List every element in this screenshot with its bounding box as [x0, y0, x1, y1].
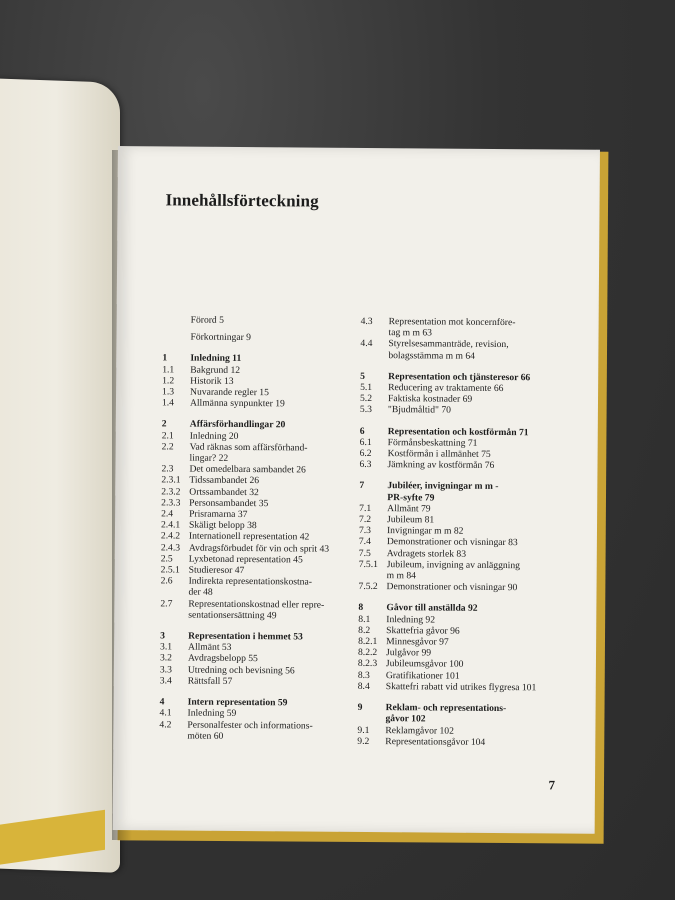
- toc-entry-text: Lyxbetonad representation 45: [188, 553, 303, 566]
- toc-entry-number: 3.1: [160, 641, 173, 653]
- toc-entry-text: Jämkning av kostförmån 76: [387, 459, 495, 472]
- toc-entry-number: 5.1: [360, 381, 373, 394]
- toc-entry-text: Inledning 92: [386, 613, 436, 626]
- toc-entry-number: [360, 350, 388, 361]
- toc-entry-number: 2.6: [160, 575, 173, 587]
- toc-entry: [160, 609, 380, 622]
- toc-entry-text: Representation och kostförmån 71: [387, 425, 529, 438]
- toc-entry-number: 3.2: [159, 652, 173, 664]
- toc-entry-number: [162, 332, 190, 343]
- toc-entry-text: Jubileum 81: [387, 514, 435, 526]
- toc-entry-text: der 48: [188, 587, 213, 599]
- toc-entry-text: Indirekta representationskostna-: [188, 575, 312, 588]
- toc-entry-number: 1.4: [161, 397, 175, 409]
- toc-entry-number: 1.2: [162, 375, 175, 387]
- toc-entry-number: 8.2.2: [357, 647, 378, 659]
- toc-entry-text: Personalfester och informations-: [187, 719, 313, 732]
- toc-entry-text: PR-syfte 79: [387, 491, 435, 504]
- toc-entry-text: Personsambandet 35: [189, 497, 269, 510]
- toc-entry-number: 7.3: [358, 525, 372, 537]
- toc-entry-number: 8.3: [357, 669, 370, 681]
- toc-entry-number: 2.3: [161, 463, 174, 475]
- toc-entry-text: Intern representation 59: [187, 696, 288, 709]
- toc-entry-number: [163, 314, 191, 325]
- toc-entry-number: 6.2: [359, 447, 372, 460]
- toc-entry-number: 2.3.1: [161, 474, 181, 486]
- toc-entry: [360, 404, 566, 417]
- toc-entry-text: Reklam- och representations-: [385, 702, 507, 715]
- toc-entry-text: sentationsersättning 49: [188, 609, 277, 622]
- toc-entry-number: 4.1: [159, 707, 172, 719]
- left-page: [0, 77, 120, 873]
- toc-entry-text: Jubiléer, invigningar m m -: [387, 480, 499, 493]
- toc-entry-number: 9: [357, 701, 363, 714]
- toc-entry-number: [160, 587, 188, 598]
- toc-entry-number: 4.3: [360, 315, 373, 328]
- toc-entry-text: Ortssambandet 32: [189, 486, 259, 498]
- toc-entry-text: Förmånsbeskattning 71: [387, 436, 478, 449]
- toc-entry-text: m m 84: [386, 570, 417, 582]
- toc-entry-number: 7.5.2: [358, 581, 378, 593]
- toc-entry-number: 2.4: [161, 508, 174, 520]
- toc-entry-number: 2.5.1: [160, 564, 180, 576]
- toc-entry-text: Tidssambandet 26: [189, 475, 260, 487]
- toc-entry-text: Nuvarande regler 15: [190, 386, 269, 399]
- toc-entry-number: 3.3: [159, 664, 172, 676]
- toc-entry-number: 2.3.3: [161, 497, 181, 509]
- toc-entry-number: [159, 730, 187, 741]
- toc-entry-number: 6.1: [359, 436, 372, 448]
- toc-entry-text: bolagsstämma m m 64: [388, 349, 476, 362]
- toc-entry: [159, 730, 379, 743]
- toc-entry-text: Förkortningar 9: [190, 331, 252, 344]
- toc-entry-text: Studieresor 47: [188, 564, 245, 577]
- toc-entry-number: [160, 609, 188, 620]
- toc-entry-text: lingar? 22: [189, 452, 229, 464]
- toc-entry-text: Jubileumsgåvor 100: [385, 658, 464, 671]
- toc-entry-text: gåvor 102: [385, 713, 426, 725]
- toc-entry-number: 7.1: [359, 502, 372, 514]
- toc-entry-number: 2.1: [161, 429, 174, 442]
- toc-entry-number: 2.5: [160, 553, 173, 565]
- page-title: Innehållsförteckning: [165, 190, 319, 211]
- toc-entry-text: Inledning 20: [189, 430, 239, 442]
- toc-entry-number: 4.4: [360, 338, 373, 350]
- toc-entry-number: 7.5: [358, 547, 371, 559]
- toc-entry-text: Julgåvor 99: [385, 647, 432, 659]
- toc-entry-text: Avdragsförbudet för vin och sprit 43: [188, 542, 330, 555]
- toc-entry-text: Gåvor till anställda 92: [386, 602, 478, 615]
- toc-entry-number: 4.2: [159, 718, 172, 730]
- book-page: [113, 146, 600, 834]
- toc-column-right: [357, 316, 566, 749]
- toc-column-left: [159, 314, 382, 743]
- toc-entry-text: Bakgrund 12: [190, 364, 241, 376]
- toc-entry-text: Avdragsbelopp 55: [187, 653, 258, 665]
- toc-entry-number: [359, 492, 387, 503]
- toc-entry-text: Representation och tjänsteresor 66: [388, 370, 531, 384]
- toc-entry-number: 8.1: [358, 613, 371, 625]
- toc-entry-text: Det omedelbara sambandet 26: [189, 463, 306, 476]
- toc-entry-number: 7.5.1: [358, 558, 378, 570]
- toc-entry-text: Faktiska kostnader 69: [387, 393, 473, 406]
- toc-entry-number: 1: [162, 352, 168, 364]
- toc-entry-number: 4: [159, 696, 165, 708]
- toc-entry-number: 3: [160, 630, 165, 642]
- toc-entry-number: 8.2: [358, 624, 371, 636]
- toc-entry-number: 8.2.1: [358, 635, 378, 648]
- toc-entry: [359, 459, 565, 472]
- toc-entry-text: Reducering av traktamente 66: [388, 382, 504, 395]
- toc-entry-number: 7: [359, 480, 365, 492]
- toc-entry-number: 1.1: [162, 363, 175, 376]
- toc-entry-number: 1.3: [162, 386, 175, 398]
- toc-entry-number: 5.3: [359, 404, 372, 416]
- toc-entry-text: tag m m 63: [388, 327, 433, 339]
- toc-entry-number: 8.4: [357, 680, 370, 692]
- toc-entry-text: Allmänt 79: [387, 502, 431, 515]
- toc-entry-number: 8.2.3: [357, 658, 378, 670]
- toc-entry-number: 5: [360, 370, 366, 382]
- toc-entry-text: Affärsförhandlingar 20: [189, 418, 286, 431]
- toc-entry-text: Allmänt 53: [188, 641, 232, 654]
- toc-entry-text: Demonstrationer och visningar 90: [386, 581, 518, 594]
- toc-entry: [162, 332, 382, 345]
- toc-entry-text: Allmänna synpunkter 19: [189, 397, 285, 410]
- toc-entry-text: möten 60: [187, 730, 224, 742]
- toc-entry-number: 6: [359, 425, 365, 437]
- toc-entry: [360, 350, 566, 363]
- toc-entry-number: 9.2: [357, 735, 370, 747]
- toc-entry: [160, 675, 380, 688]
- toc-entry-text: Jubileum, invigning av anläggning: [386, 558, 520, 572]
- toc-entry-text: Avdragets storlek 83: [386, 547, 467, 560]
- toc-entry-text: Skattefri rabatt vid utrikes flygresa 101: [385, 681, 537, 694]
- toc-entry: [162, 398, 382, 411]
- toc-entry-number: 2.7: [160, 598, 173, 610]
- toc-entry-text: "Bjudmåltid" 70: [387, 404, 451, 417]
- toc-entry-number: [357, 713, 385, 724]
- toc-entry-text: Representation mot koncernföre-: [388, 316, 516, 329]
- toc-entry-text: Skattefria gåvor 96: [386, 624, 460, 637]
- toc-entry-number: 5.2: [359, 393, 373, 405]
- toc-entry: [359, 581, 565, 594]
- toc-entry: [357, 736, 563, 749]
- toc-entry-number: 2: [161, 418, 167, 430]
- toc-entry-number: [360, 327, 388, 338]
- toc-entry-text: Rättsfall 57: [187, 675, 233, 687]
- toc-entry-number: 3.4: [159, 675, 172, 687]
- toc-entry-text: Minnesgåvor 97: [386, 636, 449, 648]
- toc-entry-text: Gratifikationer 101: [385, 669, 460, 682]
- toc-entry-text: Representation i hemmet 53: [188, 630, 303, 643]
- toc-entry-text: Styrelsesammanträde, revision,: [388, 338, 509, 351]
- toc-entry-text: Prisramarna 37: [189, 508, 248, 521]
- toc-entry: [163, 314, 383, 327]
- toc-entry-text: Skäligt belopp 38: [188, 519, 257, 532]
- toc-entry-text: Internationell representation 42: [188, 531, 310, 543]
- toc-entry-number: 7.4: [358, 536, 371, 548]
- toc-entry-number: 9.1: [357, 724, 370, 736]
- toc-entry-number: [162, 452, 190, 463]
- page-number: 7: [548, 777, 556, 793]
- toc-entry-text: Kostförmån i allmänhet 75: [387, 448, 491, 460]
- toc-entry-text: Vad räknas som affärsförhand-: [189, 441, 308, 454]
- toc-entry-text: Förord 5: [190, 314, 224, 326]
- toc-entry-number: 7.2: [359, 513, 372, 526]
- toc-entry: [358, 681, 564, 694]
- toc-entry-text: Historik 13: [190, 375, 234, 387]
- toc-entry-text: Invigningar m m 82: [386, 525, 464, 537]
- toc-entry-number: [359, 570, 387, 581]
- toc-entry-number: 2.4.1: [160, 519, 181, 531]
- toc-entry-text: Reklamgåvor 102: [385, 724, 454, 737]
- toc-entry-text: Utredning och bevisning 56: [187, 664, 295, 677]
- toc-entry-number: 2.4.2: [160, 530, 181, 542]
- toc-entry-number: 6.3: [359, 459, 372, 471]
- toc-entry-text: Representationsgåvor 104: [385, 735, 486, 748]
- toc-entry-text: Demonstrationer och visningar 83: [386, 536, 518, 549]
- toc-entry-number: 2.3.2: [161, 485, 181, 498]
- toc-entry-number: 2.2: [161, 441, 174, 453]
- toc-entry-text: Inledning 59: [187, 707, 237, 720]
- toc-entry-text: Inledning 11: [190, 352, 242, 365]
- toc-entry-text: Representationskostnad eller repre-: [188, 598, 325, 611]
- toc-entry-number: 2.4.3: [160, 542, 181, 554]
- toc-entry-number: 8: [358, 602, 364, 614]
